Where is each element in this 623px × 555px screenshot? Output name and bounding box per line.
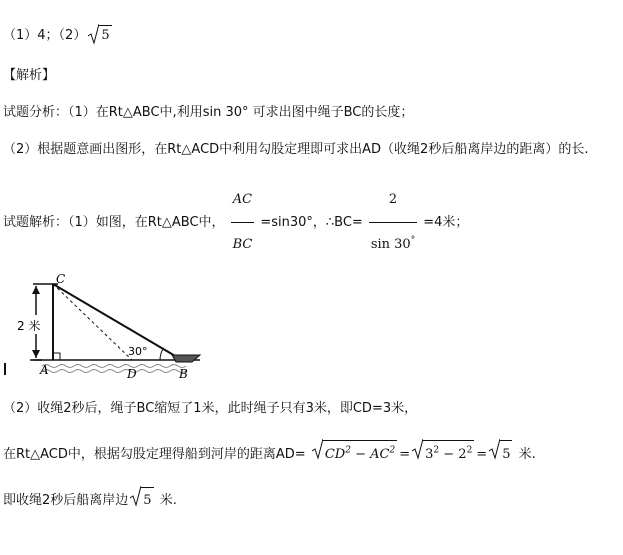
equals-sign: = [399,447,411,462]
analysis-line-1: 试题分析：（1）在Rt△ABC中,利用sin 30° 可求出图中绳子BC的长度； [3,105,414,120]
solution-mid: =sin30°，∴BC= [260,215,363,230]
label-a: A [40,363,49,377]
step3-line [3,440,536,468]
sqrt-5-conclusion: 5 [130,487,153,513]
boat-shape [172,355,200,362]
label-d: D [127,367,137,381]
solution-line-1 [3,180,468,265]
fraction-denominator: sin 30° [370,235,416,252]
step3-prefix: 在Rt△ACD中，根据勾股定理得船到河岸的距离AD= [3,447,306,462]
solution-suffix: =4米； [423,215,469,230]
answer-line [3,25,114,45]
arrow-down-icon [32,350,40,358]
fraction-ac-over-bc [231,180,255,265]
conclusion-suffix: 米. [159,493,177,508]
analysis-header: 【解析】 [3,68,56,83]
fraction-numerator: AC [231,180,255,223]
label-c: C [56,272,66,286]
sqrt-5-answer: 5 [88,25,111,45]
radical-sign-icon [489,438,500,460]
analysis-line-2: （2）根据题意画出图形，在Rt△ACD中利用勾股定理即可求出AD（收绳2秒后船离岸边的距离）的长. [3,142,589,157]
fraction-numerator: 2 [369,180,417,223]
water-wave-2 [42,370,186,373]
conclusion-line [3,487,177,513]
sqrt-3sq-minus-2sq: $3^2 - 2^2$ [412,440,474,468]
equals-sign: = [476,447,488,462]
label-angle: 30° [128,345,148,358]
fraction-2-over-sin30 [369,180,417,265]
step2-line: （2）收绳2秒后，绳子BC缩短了1米，此时绳子只有3米，即CD=3米， [3,401,418,416]
answer-text: （1）4；（2） [3,28,87,43]
sqrt-cd2-minus-ac2: $CD^2 - AC^2$ [312,440,397,468]
solution-prefix: 试题解析：（1）如图，在Rt△ABC中， [3,215,225,230]
angle-arc [160,349,163,360]
label-b: B [179,367,188,381]
step3-suffix: 米. [518,447,536,462]
radical-sign-icon [312,438,323,460]
arrow-up-icon [32,286,40,294]
fraction-denominator: BC [232,237,253,252]
radical-sign-icon [88,23,99,45]
water-wave-1 [42,365,186,368]
radical-sign-icon [412,438,423,460]
sqrt-5: 5 [489,440,512,468]
conclusion-prefix: 即收绳2秒后船离岸边 [3,493,129,508]
radical-sign-icon [130,485,141,507]
segment-cd-dashed [53,284,132,360]
label-height: 2 米 [17,319,41,333]
right-angle-mark [53,353,60,360]
triangle-figure [0,270,220,385]
segment-cb [53,284,182,360]
